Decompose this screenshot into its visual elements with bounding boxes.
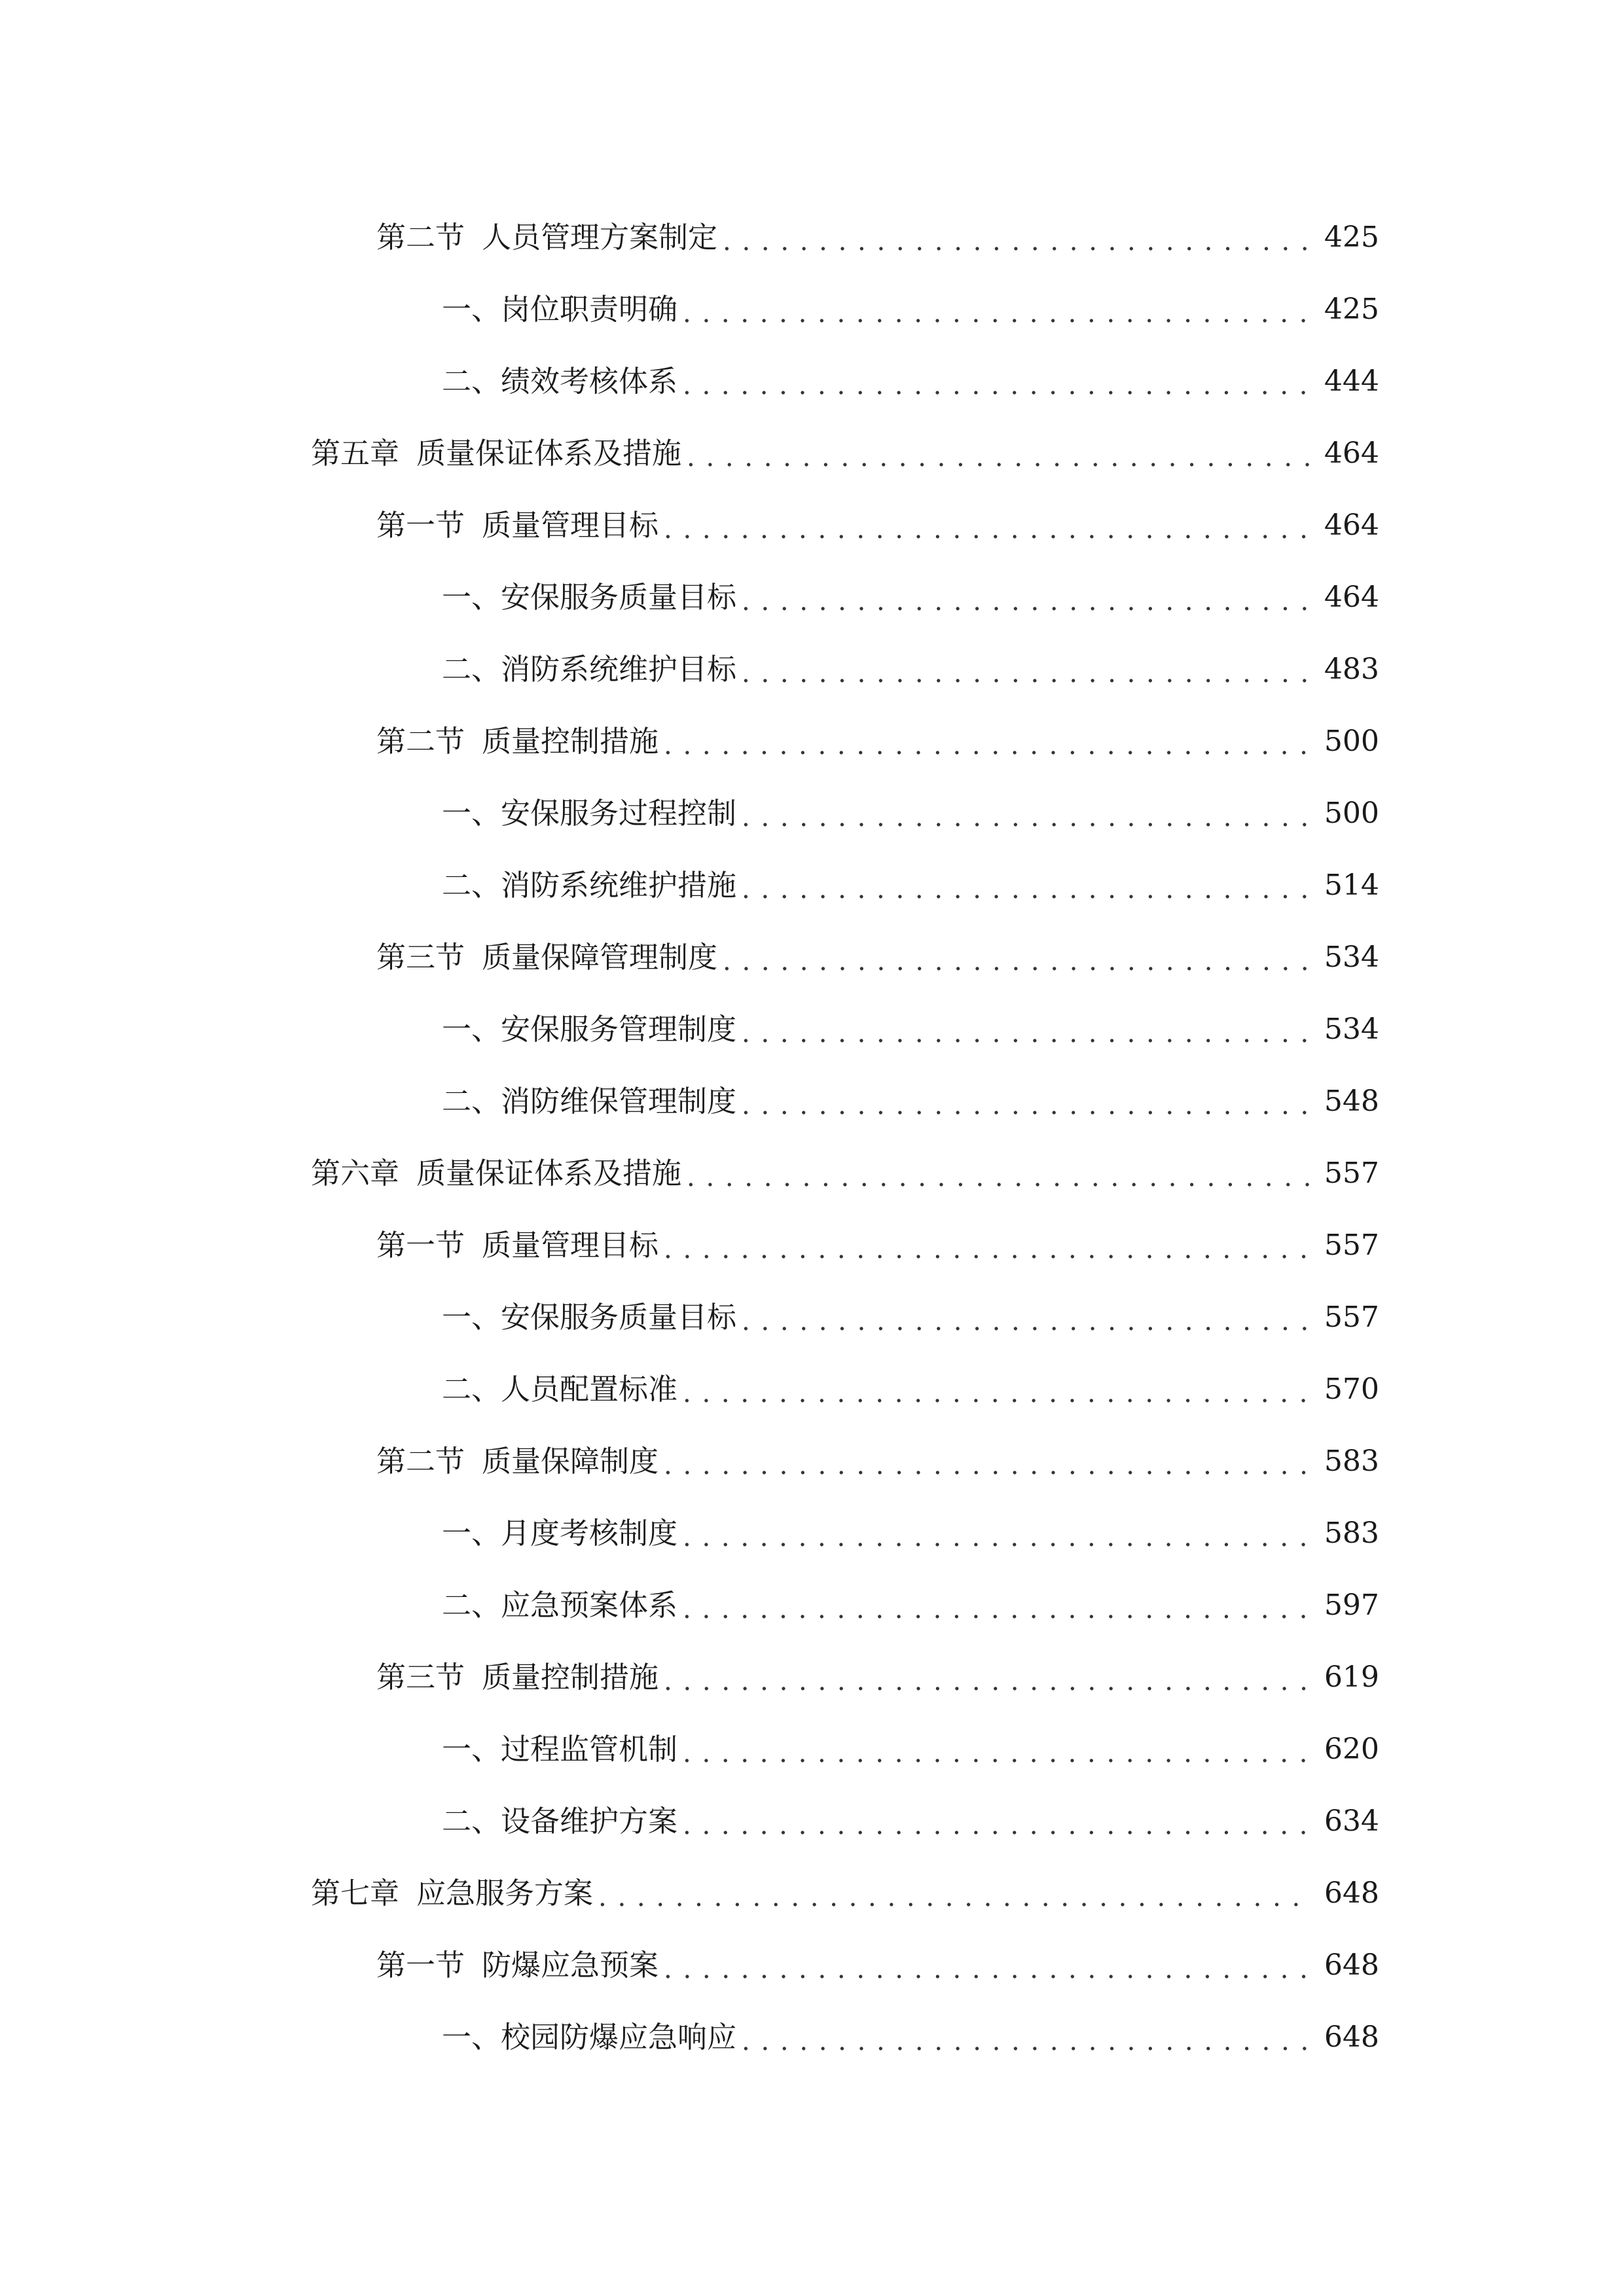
toc-dot-leader [742, 1298, 1311, 1337]
toc-entry-number: 第一节 [376, 1228, 465, 1263]
toc-entry[interactable] [0, 1929, 1624, 2001]
toc-entry[interactable] [0, 418, 1624, 490]
toc-entry[interactable] [0, 634, 1624, 706]
toc-entry-number: 二、 [442, 1588, 501, 1623]
toc-entry-number: 一、 [442, 1012, 501, 1047]
toc-entry-page: 500 [1324, 797, 1379, 830]
toc-entry-page: 597 [1324, 1588, 1379, 1622]
toc-entry[interactable] [0, 778, 1624, 850]
toc-entry[interactable] [0, 922, 1624, 994]
toc-dot-leader [664, 1658, 1311, 1697]
toc-entry-number: 第一节 [376, 1948, 465, 1982]
toc-entry-title: 质量管理目标 [482, 1228, 659, 1263]
toc-dot-leader [742, 1010, 1311, 1049]
toc-entry-page: 648 [1324, 2020, 1379, 2054]
toc-entry-page: 557 [1324, 1300, 1379, 1334]
toc-dot-leader [598, 1874, 1311, 1913]
toc-entry[interactable] [0, 850, 1624, 922]
toc-dot-leader [742, 794, 1311, 833]
toc-entry-number: 一、 [442, 1732, 501, 1767]
toc-dot-leader [687, 1154, 1311, 1193]
toc-entry-title: 过程监管机制 [501, 1732, 678, 1767]
toc-entry-title: 消防系统维护措施 [501, 868, 737, 903]
toc-entry-page: 583 [1324, 1516, 1379, 1550]
toc-entry-number: 一、 [442, 1300, 501, 1335]
toc-dot-leader [683, 1370, 1311, 1409]
toc-entry-title: 校园防爆应急响应 [501, 2020, 737, 2054]
toc-dot-leader [664, 1226, 1311, 1265]
toc-dot-leader [687, 434, 1311, 473]
toc-entry-page: 425 [1324, 221, 1379, 254]
toc-dot-leader [742, 1082, 1311, 1121]
table-of-contents [0, 202, 1624, 2073]
toc-dot-leader [742, 2018, 1311, 2057]
toc-entry[interactable] [0, 706, 1624, 778]
toc-entry-number: 第二节 [376, 220, 465, 255]
toc-entry-page: 620 [1324, 1732, 1379, 1766]
toc-entry-page: 500 [1324, 725, 1379, 758]
toc-entry-number: 二、 [442, 652, 501, 687]
toc-entry-number: 一、 [442, 1516, 501, 1551]
toc-entry[interactable] [0, 994, 1624, 1066]
toc-dot-leader [664, 1442, 1311, 1481]
toc-entry-page: 464 [1324, 509, 1379, 542]
toc-entry[interactable] [0, 1354, 1624, 1426]
toc-dot-leader [664, 506, 1311, 545]
toc-entry-page: 570 [1324, 1372, 1379, 1406]
toc-dot-leader [742, 866, 1311, 905]
toc-entry[interactable] [0, 562, 1624, 634]
toc-entry-title: 质量保证体系及措施 [416, 1156, 682, 1191]
toc-dot-leader [723, 218, 1311, 257]
toc-dot-leader [683, 290, 1311, 329]
toc-entry[interactable] [0, 1426, 1624, 1498]
toc-entry-title: 质量控制措施 [482, 1660, 659, 1695]
toc-entry-title: 岗位职责明确 [501, 292, 678, 327]
toc-entry-title: 应急服务方案 [416, 1876, 594, 1910]
toc-entry[interactable] [0, 274, 1624, 346]
toc-entry[interactable] [0, 490, 1624, 562]
toc-entry-page: 548 [1324, 1085, 1379, 1118]
toc-entry-number: 二、 [442, 1804, 501, 1839]
toc-entry-number: 第六章 [311, 1156, 400, 1191]
toc-dot-leader [664, 1946, 1311, 1985]
toc-entry[interactable] [0, 1210, 1624, 1282]
toc-entry-title: 质量保障制度 [482, 1444, 659, 1479]
toc-entry-title: 质量管理目标 [482, 508, 659, 543]
toc-entry-number: 一、 [442, 292, 501, 327]
toc-dot-leader [742, 578, 1311, 617]
toc-entry-title: 人员配置标准 [501, 1372, 678, 1407]
toc-dot-leader [683, 1730, 1311, 1769]
toc-entry[interactable] [0, 346, 1624, 418]
toc-entry-number: 第三节 [376, 940, 465, 975]
toc-entry-page: 648 [1324, 1948, 1379, 1982]
toc-dot-leader [683, 362, 1311, 401]
toc-entry-title: 质量保障管理制度 [482, 940, 718, 975]
toc-entry[interactable] [0, 1713, 1624, 1785]
toc-entry-title: 安保服务过程控制 [501, 796, 737, 831]
toc-entry-number: 第五章 [311, 436, 400, 471]
toc-entry-page: 634 [1324, 1804, 1379, 1838]
toc-entry-number: 第二节 [376, 1444, 465, 1479]
toc-entry-page: 557 [1324, 1229, 1379, 1262]
toc-entry-title: 安保服务管理制度 [501, 1012, 737, 1047]
toc-dot-leader [683, 1514, 1311, 1553]
toc-entry-title: 月度考核制度 [501, 1516, 678, 1551]
toc-entry[interactable] [0, 202, 1624, 274]
toc-entry-page: 464 [1324, 581, 1379, 614]
toc-entry-title: 安保服务质量目标 [501, 580, 737, 615]
toc-entry-title: 应急预案体系 [501, 1588, 678, 1623]
toc-entry-number: 第三节 [376, 1660, 465, 1695]
toc-entry-number: 一、 [442, 796, 501, 831]
toc-entry-number: 二、 [442, 1372, 501, 1407]
toc-entry-page: 583 [1324, 1444, 1379, 1478]
toc-entry-number: 二、 [442, 364, 501, 399]
toc-entry-page: 534 [1324, 1013, 1379, 1046]
toc-entry-page: 483 [1324, 653, 1379, 686]
toc-entry-number: 一、 [442, 580, 501, 615]
toc-entry-number: 一、 [442, 2020, 501, 2054]
toc-entry-title: 防爆应急预案 [482, 1948, 659, 1982]
toc-entry[interactable] [0, 1785, 1624, 1857]
toc-entry-page: 514 [1324, 869, 1379, 902]
toc-entry[interactable] [0, 2001, 1624, 2073]
toc-dot-leader [664, 722, 1311, 761]
toc-entry-page: 648 [1324, 1876, 1379, 1910]
toc-entry-title: 安保服务质量目标 [501, 1300, 737, 1335]
toc-entry-number: 二、 [442, 1084, 501, 1119]
toc-dot-leader [723, 938, 1311, 977]
toc-dot-leader [683, 1586, 1311, 1625]
toc-entry-page: 464 [1324, 437, 1379, 470]
toc-entry-number: 第一节 [376, 508, 465, 543]
toc-entry-page: 557 [1324, 1157, 1379, 1190]
toc-entry-number: 第二节 [376, 724, 465, 759]
toc-entry-page: 425 [1324, 293, 1379, 326]
toc-entry-title: 质量控制措施 [482, 724, 659, 759]
toc-entry-page: 444 [1324, 365, 1379, 398]
toc-entry-title: 设备维护方案 [501, 1804, 678, 1839]
toc-entry[interactable] [0, 1498, 1624, 1570]
toc-entry[interactable] [0, 1570, 1624, 1641]
toc-dot-leader [683, 1802, 1311, 1841]
toc-entry[interactable] [0, 1641, 1624, 1713]
toc-dot-leader [742, 650, 1311, 689]
toc-entry[interactable] [0, 1138, 1624, 1210]
toc-entry-title: 质量保证体系及措施 [416, 436, 682, 471]
toc-entry-title: 消防系统维护目标 [501, 652, 737, 687]
toc-entry-page: 534 [1324, 941, 1379, 974]
toc-entry-title: 消防维保管理制度 [501, 1084, 737, 1119]
toc-entry[interactable] [0, 1282, 1624, 1354]
toc-entry[interactable] [0, 1857, 1624, 1929]
toc-entry-title: 人员管理方案制定 [482, 220, 718, 255]
toc-entry-page: 619 [1324, 1660, 1379, 1694]
toc-entry-title: 绩效考核体系 [501, 364, 678, 399]
toc-entry-number: 第七章 [311, 1876, 400, 1910]
toc-entry-number: 二、 [442, 868, 501, 903]
toc-entry[interactable] [0, 1066, 1624, 1138]
